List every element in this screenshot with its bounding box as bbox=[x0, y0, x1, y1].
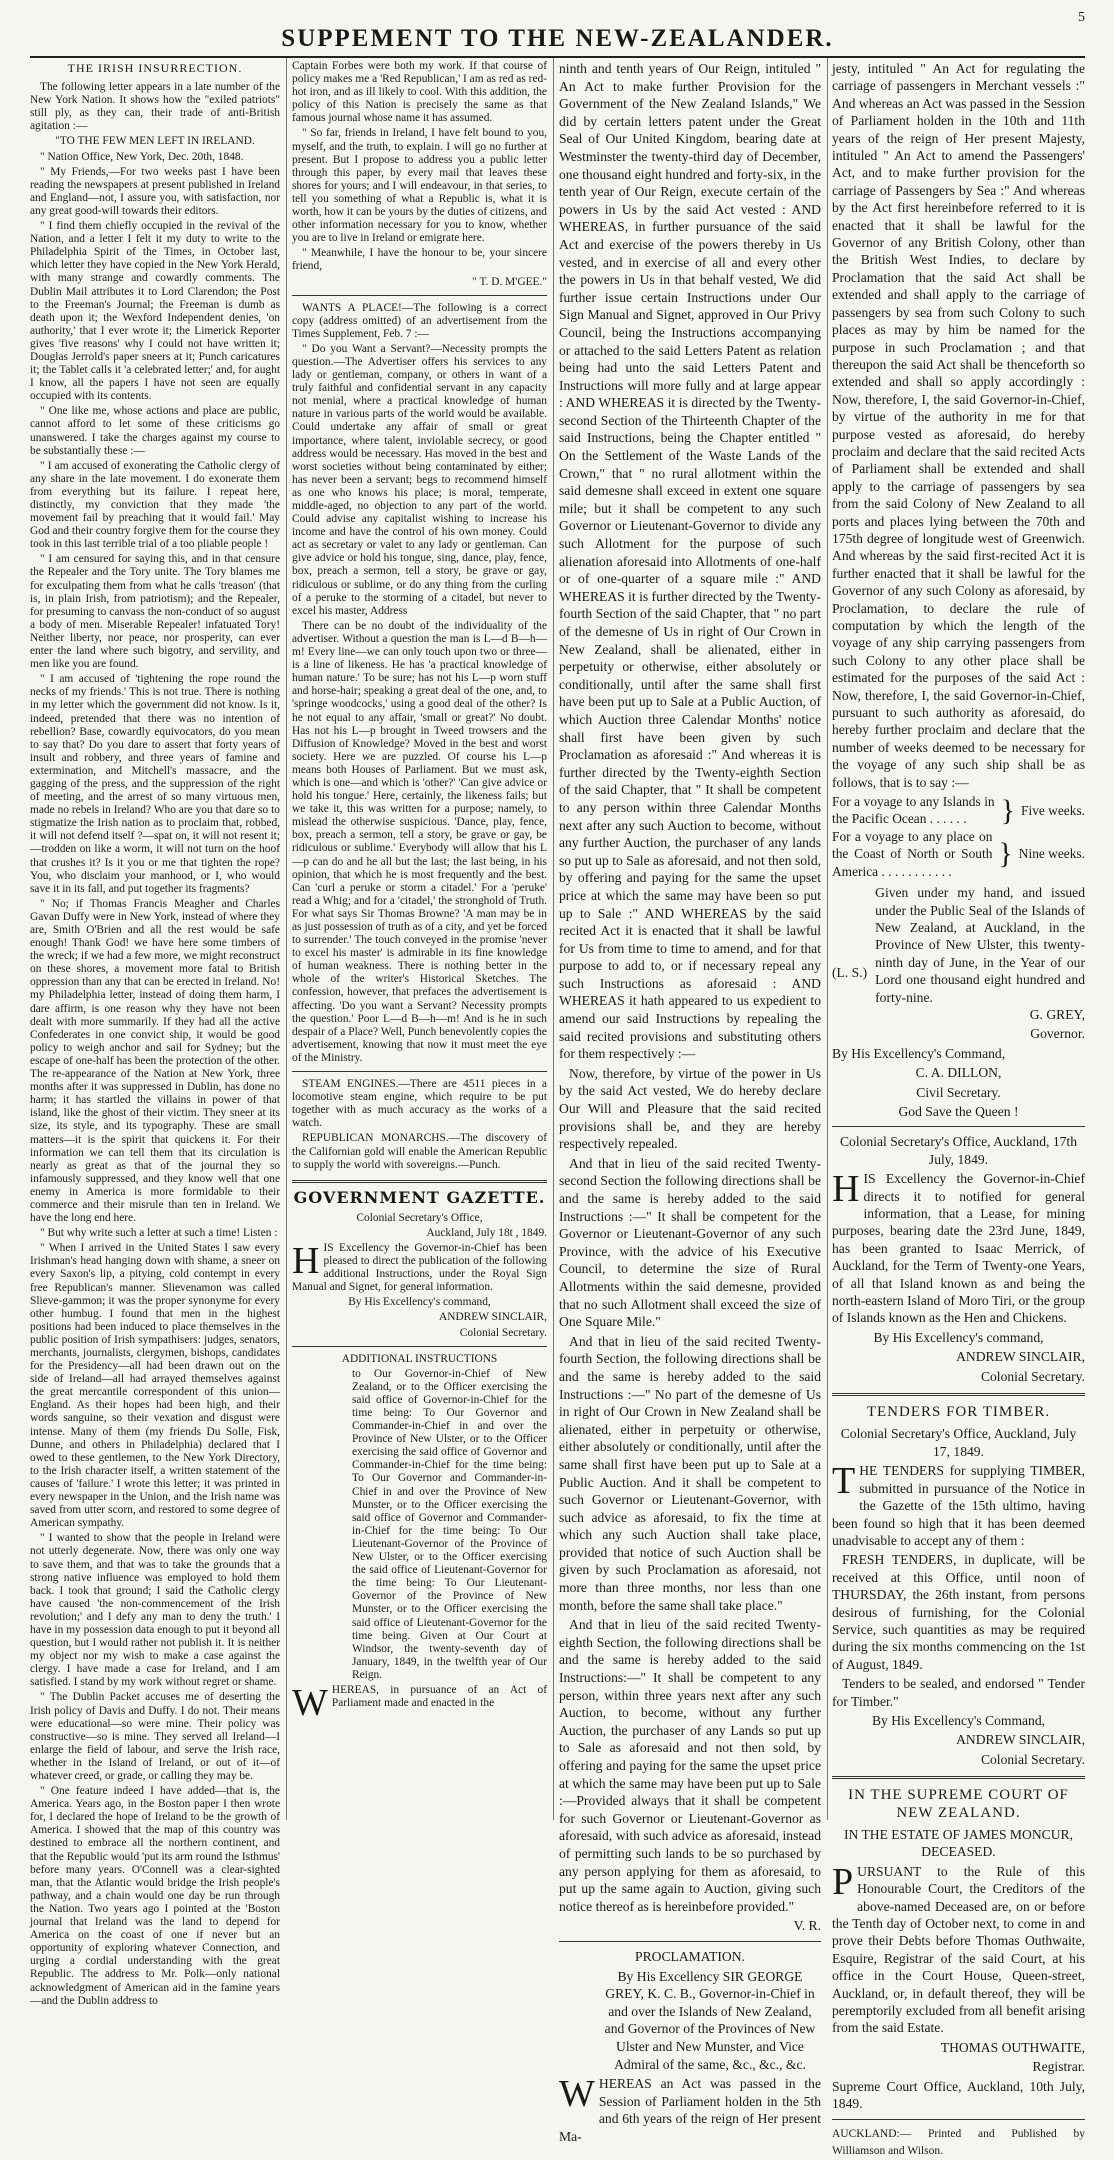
voyage-row bbox=[832, 828, 1085, 880]
article-title: THE IRISH INSURRECTION. bbox=[30, 62, 280, 75]
section-heading: PROCLAMATION. bbox=[559, 1948, 821, 1966]
paragraph: " I am accused of exonerating the Catholic clergy of any share in the late movement. I do exonerate them from everything but its failure. I repeat here, distinctly, my conviction that they made 'the movement fail by preaching that it would fail.' May God and their country forgive them for the course they took in this last terrible trial of a too pliable people ! bbox=[30, 460, 280, 552]
divider bbox=[292, 295, 547, 296]
office-line: Colonial Secretary's Office, Auckland, 17th July, 1849. bbox=[832, 1133, 1085, 1168]
voyage-row bbox=[832, 793, 1085, 828]
column-2 bbox=[292, 60, 547, 1820]
drop-cap: H bbox=[292, 1244, 319, 1278]
gazette-title: GOVERNMENT GAZETTE. bbox=[292, 1191, 547, 1204]
paragraph: " One feature indeed I have added—that is, the America. Years ago, in the Boston paper I then wrote for, I declared the hope of Ireland to be the growth of America. I showed that the map of this country was destined to embrace all the northern continent, and that the Republic would 'put its arm round the Isthmus' before many years. O'Connell was a clear-sighted man, that the Atlantic would bridge the Irish people's pathway, and a chain would one day be run through the Nation. Two years ago I pointed at the 'Boston journal that Ireland was the land to depend for America on the coast of one if never but an opportunity of exploring whatever Connection, and urging a cordial understanding with the great Republic. The address to Mr. Polk—only national acknowledgment of American aid in the famine years—and the Dublin address to bbox=[30, 1785, 280, 2008]
paragraph: And that in lieu of the said recited Twenty-second Section the following directions shall be and the same is hereby added to the said Instructions :—" It shall be competent for the Governor or Lieutenant-Governor of any such Province, with the advice of his Executive Council, to determine the size of Rural Allotments within the said demesne, provided that no such Allotment shall exceed the size of One Square Mile." bbox=[559, 1155, 821, 1331]
signer-title: Colonial Secretary. bbox=[832, 1368, 1085, 1385]
letter-address: "TO THE FEW MEN LEFT IN IRELAND. bbox=[30, 135, 280, 148]
drop-cap: T bbox=[832, 1464, 855, 1498]
page-number: 5 bbox=[1078, 10, 1085, 26]
section-heading: TENDERS FOR TIMBER. bbox=[832, 1404, 1085, 1421]
paragraph: " I am accused of 'tightening the rope round the necks of my friends.' This is not true. There is nothing in my letter which the government did not know. Is it, indeed, pretended that there was no intention of rebellion? Base, cowardly equivocators, do you mean to say that? Do you dare to assert that forty years of insult and robbery, and three years of famine and extermination, and Mitchell's massacre, and the gagging of the press, and the suppression of the right of meeting, and the arrest of so many virtuous men, made no rebels in Ireland? Who are you that dare so to stigmatize the Irish nation as to proclaim that, robbed, it will not defend itself ?—spat on, it will not resent it; —trodden on like a worm, it will not turn on the hoof that crushes it? Is it you or me that tighten the rope? You, who disclaim your manhood, or I, who would save it in its fall, and put together its fragments? bbox=[30, 673, 280, 896]
paragraph: —The following is a correct copy (address omitted) of an advertisement from the Times Supplement, Feb. 7 :— bbox=[292, 302, 547, 340]
section-heading: IN THE SUPREME COURT OF NEW ZEALAND. bbox=[832, 1787, 1085, 1822]
paragraph: " My Friends,—For two weeks past I have been reading the newspapers at present published in Ireland and England—not, I assure you, with satisfaction, nor any great good-will towards their editors. bbox=[30, 166, 280, 218]
closing-line: God Save the Queen ! bbox=[832, 1103, 1085, 1120]
brace-icon: } bbox=[1001, 802, 1015, 819]
divider bbox=[559, 1941, 821, 1942]
column-1 bbox=[30, 60, 280, 1820]
paragraph: " When I arrived in the United States I saw every Irishman's head hanging down with shame, a sneer on every Saxon's lip, a pitying, cold contempt in every free Republican's manner. Slievenamon was called Slieve-gammon; it was the proper synonyme for every other humbug. I found that men in the highest positions had been induced to place themselves in the public position of Irish sympathisers: judges, senators, merchants, journalists, clergymen, bishops, candidates for the Presidency—all had been drawn out on the side of Ireland—all had arrayed themselves against the great mercantile correspondent of this union—England. As their hopes had been high, and their words sanguine, so their vexation and disgust were intense. Many of them (my friends Du Solle, Fisk, Dunne, and others in Philadelphia) declared that I owed to these gentlemen, to the New York Directory, to the Irish character itself, a written statement of the causes of 'failure.' I wrote this letter; it was printed in every newspaper in the Union, and the Irish name was saved from utter scorn, and restored to some degree of American sympathy. bbox=[30, 1242, 280, 1530]
paragraph: " But why write such a letter at such a time! Listen : bbox=[30, 1227, 280, 1240]
drop-cap: W bbox=[292, 1686, 328, 1720]
paragraph: " Meanwhile, I have the honour to be, your sincere friend, bbox=[292, 247, 547, 273]
column-rule bbox=[286, 58, 287, 1820]
voyage-value: Nine weeks. bbox=[1019, 845, 1085, 862]
divider bbox=[292, 1071, 547, 1072]
paragraph: IS Excellency the Governor-in-Chief directs it to notified for general information, that a Lease, for mining purposes, bearing date the 23rd June, 1849, has been granted to Isaac Merrick, of Auckland, for the Term of Twenty-one Years, of all that Island known as and being the north-eastern Island of Moro Tiri, or the group of Islands known as the Hen and Chickens. bbox=[832, 1171, 1085, 1325]
paragraph: " I find them chiefly occupied in the revival of the Nation, and a letter I felt it my duty to write to the Philadelphia Spirit of the Times, in October last, which letter they have copied in the New York Herald, with many strange and cowardly comments. The Dublin Mail attributes it to Lord Clarendon; the Post to the Freeman's Journal; the Freeman is dumb as death upon it; the Wexford Independent denies, 'on authority,' that I ever wrote it; the Limerick Reporter gives 'five reasons' why I could not have written it; Douglas Jerrold's paper sneers at it; Punch caricatures it; the Tablet calls it 'a celebrated letter;' and, for aught I know, all the papers I have not seen are equally occupied with its contents. bbox=[30, 220, 280, 403]
masthead bbox=[30, 22, 1085, 58]
paragraph: " I am censured for saying this, and in that censure the Repealer and the Tory unite. The Tory blames me for exculpating them from what he calls 'treason' (that is, in plain Irish, from patriotism); and the Repealer, for presuming to canvass the non-conduct of so august a body of men. Miserable Repealer! infatuated Tory! Neither liberty, nor peace, nor prosperity, can ever enter the land where such bigotry, and servility, and men like you are found. bbox=[30, 553, 280, 671]
paragraph: REPUBLICAN MONARCHS.—The discovery of the Californian gold will enable the American Republic to supply the world with sovereigns.—Punch. bbox=[292, 1132, 547, 1171]
signer-title: Civil Secretary. bbox=[832, 1084, 1085, 1101]
given-text: Given under my hand, and issued under the Public Seal of the Islands of New Zealand, at Auckland, in the Province of New Ulster, this twenty-ninth day of June, in the Year of our Lord one thousand eight hundred and forty-nine. bbox=[875, 884, 1085, 1006]
column-3 bbox=[559, 60, 821, 1820]
paragraph: And that in lieu of the said recited Twenty-eighth Section, the following directions shall be and the same is hereby added to the said Instructions:—" It shall be competent to any person, within three years next after any such Auction, to become, without any further Auction, the purchaser of any Lands so put up to Sale as aforesaid and not then sold, by offering and paying for the same the upset price at which the same may have been put up to Sale :—Provided always that it shall be competent for such Governor or Lieutenant-Governor as aforesaid, with such advice as aforesaid, instead of permitting such lands to be so purchased by any person applying for them as aforesaid, to put up the same again to Auction, giving such notice thereof as is hereinbefore provided." bbox=[559, 1616, 821, 1915]
paragraph: " Do you Want a Servant?—Necessity prompts the question.—The Advertiser offers his services to any lady or gentleman, company, or others in want of a truly faithful and confidential servant in any capacity not menial, where a practical knowledge of human nature in various parts of the world would be available. Could undertake any affair of small or great importance, where talent, inviolable secrecy, or good address would be necessary. Has moved in the best and worst societies without being contaminated by either; has never been a servant; begs to recommend himself as one who knows his place; is moral, temperate, middle-aged, no objection to any part of the world. Could advise any capitalist wishing to increase his income and have the control of his own money. Could act as secretary or valet to any lady or gentleman. Can give advice or hold his tongue, sing, dance, play, fence, box, preach a sermon, tell a story, be grave or gay, ridiculous or sublime, or do any thing from the curling of a peruke to the storming of a citadel, but never to excel his master, Address bbox=[292, 343, 547, 618]
paragraph: Captain Forbes were both my work. If that course of policy makes me a 'Red Republican,' I am as red as red-hot iron, and as ill likely to cool. With this addition, the policy of this Nation is precisely the same as that famous journal whose name it has assumed. bbox=[292, 60, 547, 125]
date-line: Auckland, July 18t , 1849. bbox=[292, 1227, 547, 1240]
brace-icon: } bbox=[998, 845, 1012, 862]
paragraph: URSUANT to the Rule of this Honourable Court, the Creditors of the above-named Deceased are, on or before the Tenth day of October next, to come in and prove their Debts before Thomas Outhwaite, Esquire, Registrar of the said Court, at his office in the Court House, Queen-street, Auckland, or, in default thereof, they will be peremptorily excluded from all benefit arising from the said Estate. bbox=[832, 1864, 1085, 2036]
paragraph: " I wanted to show that the people in Ireland were not utterly degenerate. Now, there was only one way to save them, and that was to take the grounds that a strong native influence was employed to hold them back. I took that ground; I said the Catholic clergy have caused 'the non-commencement of the Irish revolution;' and I defy any man to deny the truth.' I have in my possession data enough to put it beyond all question, but I would rather not publish it. It is neither my object nor my wish to make a case against the clergy. I have made a case for Ireland, and I am satisfied. I stand by my work without regret or shame. bbox=[30, 1532, 280, 1689]
column-rule bbox=[553, 58, 554, 1820]
paragraph: IS Excellency the Governor-in-Chief has been pleased to direct the publication of the following additional Instructions, under the Royal Sign Manual and Signet, for general information. bbox=[292, 1242, 547, 1293]
subheading: IN THE ESTATE OF JAMES MONCUR, DECEASED. bbox=[832, 1826, 1085, 1861]
paragraph: By His Excellency SIR GEORGE GREY, K. C. B., Governor-in-Chief in and over the Islands of New Zealand, and Governor of the Provinces of New Ulster and New Munster, and Vice Admiral of the same, &c., &c., &c. bbox=[599, 1968, 821, 2074]
paragraph: " So far, friends in Ireland, I have felt bound to you, myself, and the truth, to explain. I will go no further at present. But I propose to address you a public letter through this paper, by every mail that leaves these shores for yours; and I will endeavour, in that series, to tell you something of what a Republic is, what it is worth, how it can be yours by the duties of citizens, and other information necessary for you to know, whether you are to live in Ireland or emigrate here. bbox=[292, 127, 547, 245]
column-4 bbox=[832, 60, 1085, 1820]
royal-cipher: V. R. bbox=[559, 1917, 821, 1935]
drop-cap: H bbox=[832, 1172, 859, 1206]
imprint: AUCKLAND:— Printed and Published by Williamson and Wilson. bbox=[832, 2126, 1085, 2160]
drop-cap: P bbox=[832, 1865, 853, 1899]
letter-dateline: " Nation Office, New York, Dec. 20th, 1848. bbox=[30, 151, 280, 164]
article-intro: The following letter appears in a late number of the New York Nation. It shows how the "exiled patriots" still ply, as they can, their trade of anti-British agitation :— bbox=[30, 81, 280, 133]
divider bbox=[292, 1180, 547, 1183]
column-rule bbox=[827, 58, 828, 1820]
divider bbox=[832, 1126, 1085, 1127]
command-line: By His Excellency's Command, bbox=[832, 1712, 1085, 1729]
signer-name: ANDREW SINCLAIR, bbox=[292, 1311, 547, 1324]
paragraph: to Our Governor-in-Chief of New Zealand, or to the Officer exercising the said office of Governor-in-Chief for the time being: To Our Governor and Commander-in-Chief in and over the Province of New Ulster, or to the Officer exercising the said office of Governor and Commander-in-Chief for the time being: To Our Governor and Commander-in-Chief in and over the Province of New Munster, or to the Officer exercising the said office of Governor and Commander-in-Chief for the time being: To Our Lieutenant-Governor of the Province of New Ulster, or to the Officer exercising the said office of Lieutenant-Governor for the time being: To Our Lieutenant-Governor of the Province of New Munster, or to the Officer exercising the said office of Lieutenant-Governor for the time being. Given at Our Court at Windsor, the twenty-seventh day of January, 1849, in the twelfth year of Our Reign. bbox=[352, 1368, 547, 1682]
command-line: By His Excellency's command, bbox=[832, 1329, 1085, 1346]
paragraph: FRESH TENDERS, in duplicate, will be received at this Office, until noon of THURSDAY, the 26th instant, from persons desirous of furnishing, for the Colonial Service, such quantities as may be required during the six months commencing on the 1st of August, 1849. bbox=[832, 1551, 1085, 1673]
signer-name: G. GREY, bbox=[832, 1006, 1085, 1023]
drop-cap: W bbox=[559, 2077, 595, 2111]
divider bbox=[832, 2119, 1085, 2120]
command-line: By His Excellency's command, bbox=[292, 1296, 547, 1309]
signer-title: Colonial Secretary. bbox=[832, 1751, 1085, 1768]
paragraph: Tenders to be sealed, and endorsed " Tender for Timber." bbox=[832, 1675, 1085, 1710]
paragraph: HEREAS, in pursuance of an Act of Parliament made and enacted in the bbox=[332, 1684, 547, 1709]
paragraph: HE TENDERS for supplying TIMBER, submitted in pursuance of the Notice in the Gazette of the 15th ultimo, having been found so high that it has been deemed unadvisable to accept any of them : bbox=[832, 1463, 1085, 1548]
paragraph: STEAM ENGINES.—There are 4511 pieces in a locomotive steam engine, which require to be put together with as much accuracy as the works of a watch. bbox=[292, 1078, 547, 1130]
section-heading: ADDITIONAL INSTRUCTIONS bbox=[292, 1353, 547, 1366]
paragraph: There can be no doubt of the individuality of the advertiser. Without a question the man is L—d B—h—m! Every line—we can only touch upon two or three—is a line of likeness. He has 'a practical knowledge of human nature.' To be sure; has not his L—p worn stuff and horse-hair; speaking a great deal of the one, and, to 'springe woodcocks,' using a good deal of the other? Is he not equal to any affair, 'small or great?' No doubt. Has not his L—p brought in Tweed trowsers and the Diffusion of Knowledge? Moved in the best and worst society. Here we are puzzled. Of course his L—p means both Houses of Parliament. But we must ask, which is one—and which is 'other?' 'Can give advice or hold his tongue.' Here, certainly, the likeness fails; but we take it, this was written for a purpose; namely, to mislead the otherwise suspicious. 'Dance, play, fence, box, preach a sermon, tell a story, be grave or gay, be ridiculous or sublime.' Everybody will allow that his L—p can do and he all but the last; the last being, in his opinion, that which he is most frequently and the best. Can 'curl a peruke or storm a citadel.' For a 'peruke' read a Whig; and for a 'citadel,' the stronghold of Truth. For what says Sir Thomas Browne? 'A man may be in as just possession of truth as of a city, and yet be forced to surrender.' The touch conveyed in the promise 'never to excel his master' is admirable in its fine knowledge of human weakness. There is nothing better in the whole of the writer's Historical Sketches. The confession, however, that prefaces the advertisement is affecting. 'Do you want a Servant? Necessity prompts the question.' Poor L—d B—h—m! And is he in such despair of a Place? Well, Punch benevolently copies the advertisement, knowing that now it must meet the eye of the Ministry. bbox=[292, 620, 547, 1065]
command-line: By His Excellency's Command, bbox=[832, 1045, 1085, 1062]
paragraph: And that in lieu of the said recited Twenty-fourth Section, the following directions shall be and the same is hereby added to the said Instructions :—" No part of the demesne of Us in right of Our Crown in New Zealand shall be alienated, either in perpetuity or otherwise, either absolutely or conditionally, until after the same shall first have been put up to Sale at a Public Auction. And it shall be competent to such Governor or Lieutenant-Governor, with such advice as aforesaid, to fix the time at which any such Auction shall take place, provided that notice of such Auction shall be given by such Proclamation as aforesaid, not more than three months, nor less than one month, before the same shall take place." bbox=[559, 1333, 821, 1615]
signer-name: THOMAS OUTHWAITE, bbox=[832, 2039, 1085, 2056]
paragraph: jesty, intituled " An Act for regulating the carriage of passengers in Merchant vessels :" And whereas an Act was passed in the Session of Parliament holden in the 10th and 11th years of the reign of Her present Majesty, intituled " An Act to amend the Passengers' Act, and to make further provision for the carriage of Passengers by Sea :" And whereas by the Act first hereinbefore referred to it is enacted that it shall be lawful for the Governor of any British Colony, other than the British West Indies, to declare by Proclamation that the said Act shall be extended and shall apply to the carriage of passengers by sea from such Colony to such places as may by him be named for the purpose in such Proclamation ; and that thereupon the said Act shall be thenceforth so extended and shall so apply accordingly : Now, therefore, I, the said Governor-in-Chief, by virtue of the authority in me for that purpose vested as aforesaid, do hereby proclaim and declare that the said recited Acts of Parliament shall be extended and shall apply to the carriage of passengers by sea from the said Colony of New Zealand to all ports and places lying between the 70th and 175th degree of longitude west of Greenwich. And whereas by the said first-recited Act it is further enacted that it shall be lawful for the Governor of any such Colony as aforesaid, by Proclamation, to declare the rule of computation by which the length of the voyage of any ship carrying passengers from such Colony to any other place shall be estimated for the purposes of the said Act : Now, therefore, I, the said Governor-in-Chief, pursuant to such authority as aforesaid, do hereby further proclaim and declare that the number of weeks deemed to be necessary for the voyage of any such ship shall be as follows, that is to say :— bbox=[832, 60, 1085, 791]
seal-block bbox=[832, 884, 1085, 1006]
paragraph: HEREAS an Act was passed in the Session of Parliament holden in the 5th and 6th years of the reign of Her present Ma- bbox=[559, 2076, 821, 2144]
paragraph: Now, therefore, by virtue of the power in Us by the said Act vested, We do hereby declare Our Will and Pleasure that the said recited provisions shall be, and they are hereby respectively repealed. bbox=[559, 1065, 821, 1153]
signer-title: Governor. bbox=[832, 1025, 1085, 1042]
paragraph: " The Dublin Packet accuses me of deserting the Irish policy of Davis and Duffy. I do not. Their means were educational—so were mine. Their policy was constructive—so is mine. They served all Ireland—I enlarge the field of labour, and serve the Irish race, whether in the Island of Ireland, or out of it—of whatever creed, or grade, or calling they may be. bbox=[30, 1691, 280, 1783]
paragraph: " One like me, whose actions and place are public, cannot afford to let some of these criticisms go unanswered. I take the charges against my course to be substantially these :— bbox=[30, 405, 280, 457]
voyage-value: Five weeks. bbox=[1021, 802, 1085, 819]
paragraph: " No; if Thomas Francis Meagher and Charles Gavan Duffy were in New York, instead of where they are, Smith O'Brien and all the rest would be safe enough! Thank God! we have here some timbers of the wreck; if we had a few more, we might reconstruct on these shores, a movement more fatal to British oppression than any that can be erected in Ireland. No! my Philadelphia letter, instead of doing them harm, I dare affirm, is one reason why they have not been dealt with more summarily. If they had all the active Confederates in one convict ship, it would be good policy to weigh anchor and sail for Sydney; but the escape of one-half has been the protection of the other. The re-appearance of the Nation at New York, three months after it was suppressed in Dublin, has done no harm; it has startled the villains in power of that island, like the ghost of their victim. They sneer at its size, its style, and its typography. These are small matters—it is the spirit that quickens it. For their information we can tell them that its circulation is nearly as great as that of the journal they so infamously suppressed, and they know well that one enemy in America is more formidable to their commerce and their misrule than ten in Ireland. We have the long end here. bbox=[30, 898, 280, 1225]
divider bbox=[292, 1346, 547, 1347]
voyage-label: For a voyage to any place on the Coast of North or South America . . . . . . . . . . . bbox=[832, 828, 992, 880]
office-line: Colonial Secretary's Office, Auckland, July 17, 1849. bbox=[832, 1425, 1085, 1460]
paragraph: ninth and tenth years of Our Reign, intituled " An Act to make further Provision for the Government of the New Zealand Islands," We did by certain letters patent under the Great Seal of Our United Kingdom, bearing date at Westminster the twenty-third day of December, one thousand eight hundred and forty-six, in the tenth year of Our Reign, execute certain of the powers in Us by the said Act vested : AND WHEREAS, in further pursuance of the said Act and exercise of the powers thereby in Us vested, and in exercise of all and every other the powers in Us in that behalf vested, We did further issue certain Instructions under Our Sign Manual and Signet, approved in Our Privy Council, being the Instructions accompanying or attached to the said Letters Patent as relation being had unto the said Letters Patent and Instructions will more fully and at large appear : AND WHEREAS it is directed by the Twenty-second Section of the Thirteenth Chapter of the said Instructions, being the Chapter entitled " On the Settlement of the Waste Lands of the Crown," that " no rural allotment within the said demesne shall exceed in extent one square mile; but it shall be competent to any such Governor or Lieutenant-Governor to divide any such Allotment for the purpose of such alienation aforesaid into Allotments of one-half or of one-quarter of a square mile :" AND WHEREAS it is further directed by the Twenty-fourth Section of the said Chapter, that " no part of the demesne of Us in right of Our Crown in New Zealand, shall be alienated, either in perpetuity or otherwise, either absolutely or conditionally, until after the same shall first have been put up to Sale at a Public Auction, of which Auction three Calendar Months' notice shall first have been given by such Proclamation as aforesaid :" And whereas it is further directed by the Twenty-eighth Section of the said Chapter, that " It shall be competent to any person within three Calendar Months next after any such Auction to become, without any further Auction, the purchaser of any lands so put up to Sale as aforesaid, and not then sold, by offering and paying for the same the upset price at which the same may have been so put up to Sale :" AND WHEREAS by the said recited Act it is enacted that it shall be lawful for Us from time to time to amend, and for that purpose to add to, or if necessary repeal any such Instructions as aforesaid : AND WHEREAS it hath appeared to us expedient to amend our said Instructions by repealing the said recited provisions and substituting others for them respectively :— bbox=[559, 60, 821, 1063]
signer-name: ANDREW SINCLAIR, bbox=[832, 1731, 1085, 1748]
page-title: SUPPEMENT TO THE NEW-ZEALANDER. bbox=[30, 22, 1085, 56]
letter-signature: " T. D. M'GEE." bbox=[292, 276, 547, 289]
voyage-label: For a voyage to any Islands in the Pacific Ocean . . . . . . bbox=[832, 793, 995, 828]
signer-name: ANDREW SINCLAIR, bbox=[832, 1348, 1085, 1365]
signer-name: C. A. DILLON, bbox=[832, 1064, 1085, 1081]
signer-title: Colonial Secretary. bbox=[292, 1327, 547, 1340]
signer-title: Registrar. bbox=[832, 2058, 1085, 2075]
seal-mark: (L. S.) bbox=[832, 884, 867, 1006]
divider bbox=[832, 1393, 1085, 1396]
office-line: Supreme Court Office, Auckland, 10th July, 1849. bbox=[832, 2078, 1085, 2113]
office-line: Colonial Secretary's Office, bbox=[292, 1212, 547, 1225]
section-lead: WANTS A PLACE! bbox=[302, 302, 402, 314]
divider bbox=[832, 1776, 1085, 1779]
